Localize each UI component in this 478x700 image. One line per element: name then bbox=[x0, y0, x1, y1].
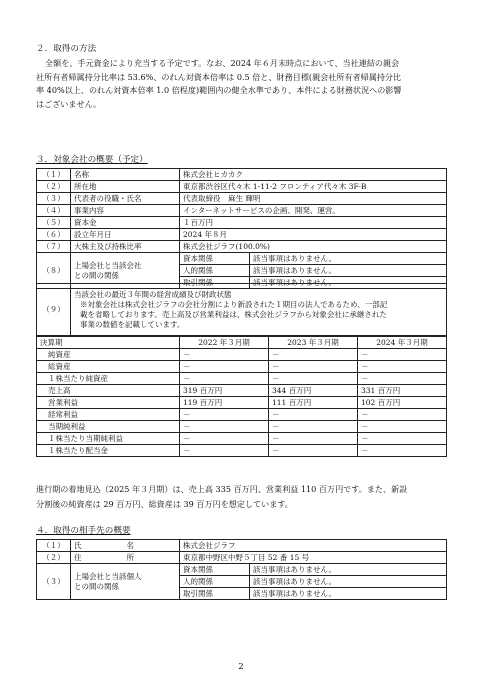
body-line: 進行期の着地見込（2025 年３月期）は、売上高 335 百万円、営業利益 110 百万円です。また、新設 bbox=[36, 484, 408, 494]
relation-type: 資本関係 bbox=[180, 253, 250, 265]
financial-title: 当該会社の最近３年間の経営成績及び財政状態 bbox=[74, 289, 232, 299]
note-line: ※対象会社は株式会社ジラフの会社分割により新設された１期目の法人であるため、一部記 bbox=[80, 299, 388, 309]
body-line: 全額を、手元資金により充当する予定です。なお、2024 年６月末時点において、当社連結の親会 bbox=[45, 58, 400, 68]
section-2-body bbox=[36, 57, 446, 111]
section-4-heading: ４．取得の相手先の概要 bbox=[36, 526, 131, 536]
cell: － bbox=[358, 445, 447, 457]
label-line: 上場会社と当該個人 bbox=[74, 571, 142, 581]
cell: 319 百万円 bbox=[180, 385, 269, 397]
forecast-paragraph bbox=[36, 482, 446, 512]
target-company-table bbox=[36, 168, 447, 289]
row-label: １株当たり当期純利益 bbox=[37, 433, 180, 445]
cell: － bbox=[358, 409, 447, 421]
table-row bbox=[37, 385, 447, 397]
table-row bbox=[37, 193, 447, 205]
cell: － bbox=[269, 361, 358, 373]
column-header: 2023 年３月期 bbox=[269, 337, 358, 349]
body-line: はございません。 bbox=[36, 98, 102, 109]
table-row bbox=[37, 241, 447, 253]
table-row bbox=[37, 373, 447, 385]
row-number: （２） bbox=[37, 181, 71, 193]
row-number: （１） bbox=[37, 540, 71, 552]
table-row bbox=[37, 229, 447, 241]
row-label: 名称 bbox=[71, 169, 180, 181]
cell: 102 百万円 bbox=[358, 397, 447, 409]
relation-value: 該当事項はありません。 bbox=[250, 253, 447, 265]
cell: － bbox=[358, 361, 447, 373]
body-line: 率 40%以上、のれん対資本倍率 1.0 倍程度)範囲内の健全水準であり、本件による財務状況への影響 bbox=[36, 85, 402, 96]
cell: － bbox=[269, 421, 358, 433]
financial-description bbox=[71, 284, 447, 336]
relation-value: 該当事項はありません。 bbox=[250, 576, 447, 588]
row-value: 株式会社ヒカカク bbox=[180, 169, 447, 181]
relation-value: 該当事項はありません。 bbox=[250, 564, 447, 576]
financial-results-table bbox=[36, 336, 447, 457]
cell: － bbox=[358, 373, 447, 385]
financial-note-table bbox=[36, 283, 447, 336]
row-label: １株当たり配当金 bbox=[37, 445, 180, 457]
row-label: 営業利益 bbox=[37, 397, 180, 409]
cell: － bbox=[269, 349, 358, 361]
relation-type: 資本関係 bbox=[180, 564, 250, 576]
cell: － bbox=[269, 433, 358, 445]
table-row bbox=[37, 397, 447, 409]
cell: － bbox=[269, 409, 358, 421]
table-row bbox=[37, 564, 447, 576]
table-row bbox=[37, 361, 447, 373]
relation-type: 人的関係 bbox=[180, 265, 250, 277]
cell: － bbox=[269, 445, 358, 457]
row-label: 事業内容 bbox=[71, 205, 180, 217]
note-line: 載を省略しております。売上高及び営業利益は、株式会社ジラフから対象会社に承継された bbox=[80, 309, 387, 319]
table-row bbox=[37, 552, 447, 564]
row-number: （９） bbox=[37, 284, 71, 336]
row-value: 東京都渋谷区代々木 1-11-2 フロンティア代々木 3F-B bbox=[180, 181, 447, 193]
row-label: 住 所 bbox=[71, 552, 180, 564]
cell: － bbox=[180, 409, 269, 421]
table-header-row bbox=[37, 337, 447, 349]
row-value: 2024 年８月 bbox=[180, 229, 447, 241]
row-number: （６） bbox=[37, 229, 71, 241]
row-number: （８） bbox=[37, 253, 71, 289]
row-number: （７） bbox=[37, 241, 71, 253]
row-label: 設立年月日 bbox=[71, 229, 180, 241]
cell: － bbox=[358, 421, 447, 433]
row-label: 純資産 bbox=[37, 349, 180, 361]
row-value: 代表取締役 麻生 輝明 bbox=[180, 193, 447, 205]
note-line: 事業の数値を記載しています。 bbox=[80, 319, 185, 329]
cell: 344 百万円 bbox=[269, 385, 358, 397]
row-label: 資本金 bbox=[71, 217, 180, 229]
table-row bbox=[37, 253, 447, 265]
row-value: 東京都中野区中野５丁目 52 番 15 号 bbox=[180, 552, 447, 564]
row-number: （５） bbox=[37, 217, 71, 229]
row-number: （４） bbox=[37, 205, 71, 217]
column-header: 2022 年３月期 bbox=[180, 337, 269, 349]
table-row bbox=[37, 217, 447, 229]
cell: － bbox=[180, 421, 269, 433]
row-label: 当期純利益 bbox=[37, 421, 180, 433]
row-label: 経常利益 bbox=[37, 409, 180, 421]
cell: 119 百万円 bbox=[180, 397, 269, 409]
page-number: 2 bbox=[238, 662, 244, 672]
table-row bbox=[37, 181, 447, 193]
row-value: 株式会社ジラフ(100.0%) bbox=[180, 241, 447, 253]
label-line: との間の関係 bbox=[74, 270, 119, 280]
table-row bbox=[37, 284, 447, 336]
row-label: 総資産 bbox=[37, 361, 180, 373]
row-label: 氏 名 bbox=[71, 540, 180, 552]
table-row bbox=[37, 349, 447, 361]
row-number: （２） bbox=[37, 552, 71, 564]
row-number: （３） bbox=[37, 193, 71, 205]
relationship-label bbox=[71, 564, 180, 600]
row-value: １百万円 bbox=[180, 217, 447, 229]
table-row bbox=[37, 409, 447, 421]
row-label: 所在地 bbox=[71, 181, 180, 193]
row-label: １株当たり純資産 bbox=[37, 373, 180, 385]
label-line: 上場会社と当該会社 bbox=[74, 260, 142, 270]
table-row bbox=[37, 169, 447, 181]
relation-type: 人的関係 bbox=[180, 576, 250, 588]
relation-value: 該当事項はありません。 bbox=[250, 265, 447, 277]
body-line: 分割後の純資産は 29 百万円、総資産は 39 百万円を想定しています。 bbox=[36, 499, 293, 509]
table-row bbox=[37, 205, 447, 217]
table-row bbox=[37, 445, 447, 457]
row-label: 売上高 bbox=[37, 385, 180, 397]
row-label: 大株主及び持株比率 bbox=[71, 241, 180, 253]
relation-type: 取引関係 bbox=[180, 588, 250, 600]
table-row bbox=[37, 540, 447, 552]
cell: － bbox=[358, 433, 447, 445]
cell: － bbox=[180, 445, 269, 457]
column-header: 2024 年３月期 bbox=[358, 337, 447, 349]
row-number: （３） bbox=[37, 564, 71, 600]
row-label: 代表者の役職・氏名 bbox=[71, 193, 180, 205]
row-value: インターネットサービスの企画、開発、運営。 bbox=[180, 205, 447, 217]
cell: － bbox=[180, 361, 269, 373]
section-2-heading: ２．取得の方法 bbox=[36, 44, 97, 54]
table-row bbox=[37, 421, 447, 433]
row-value: 株式会社ジラフ bbox=[180, 540, 447, 552]
row-number: （１） bbox=[37, 169, 71, 181]
cell: － bbox=[358, 349, 447, 361]
body-line: 社所有者帰属持分比率は 53.6%、のれん対資本倍率は 0.5 倍と、財務目標(親会社所有者帰属持分比 bbox=[36, 71, 402, 82]
relation-value: 該当事項はありません。 bbox=[250, 277, 447, 289]
cell: － bbox=[269, 373, 358, 385]
cell: 111 百万円 bbox=[269, 397, 358, 409]
column-header: 決算期 bbox=[37, 337, 180, 349]
cell: 331 百万円 bbox=[358, 385, 447, 397]
relation-type: 取引関係 bbox=[180, 277, 250, 289]
label-line: との間の関係 bbox=[74, 581, 119, 591]
section-3-heading: ３．対象会社の概要（予定） bbox=[36, 155, 148, 165]
relation-value: 該当事項はありません。 bbox=[250, 588, 447, 600]
table-row bbox=[37, 433, 447, 445]
cell: － bbox=[180, 433, 269, 445]
counterparty-table bbox=[36, 539, 447, 600]
cell: － bbox=[180, 373, 269, 385]
cell: － bbox=[180, 349, 269, 361]
